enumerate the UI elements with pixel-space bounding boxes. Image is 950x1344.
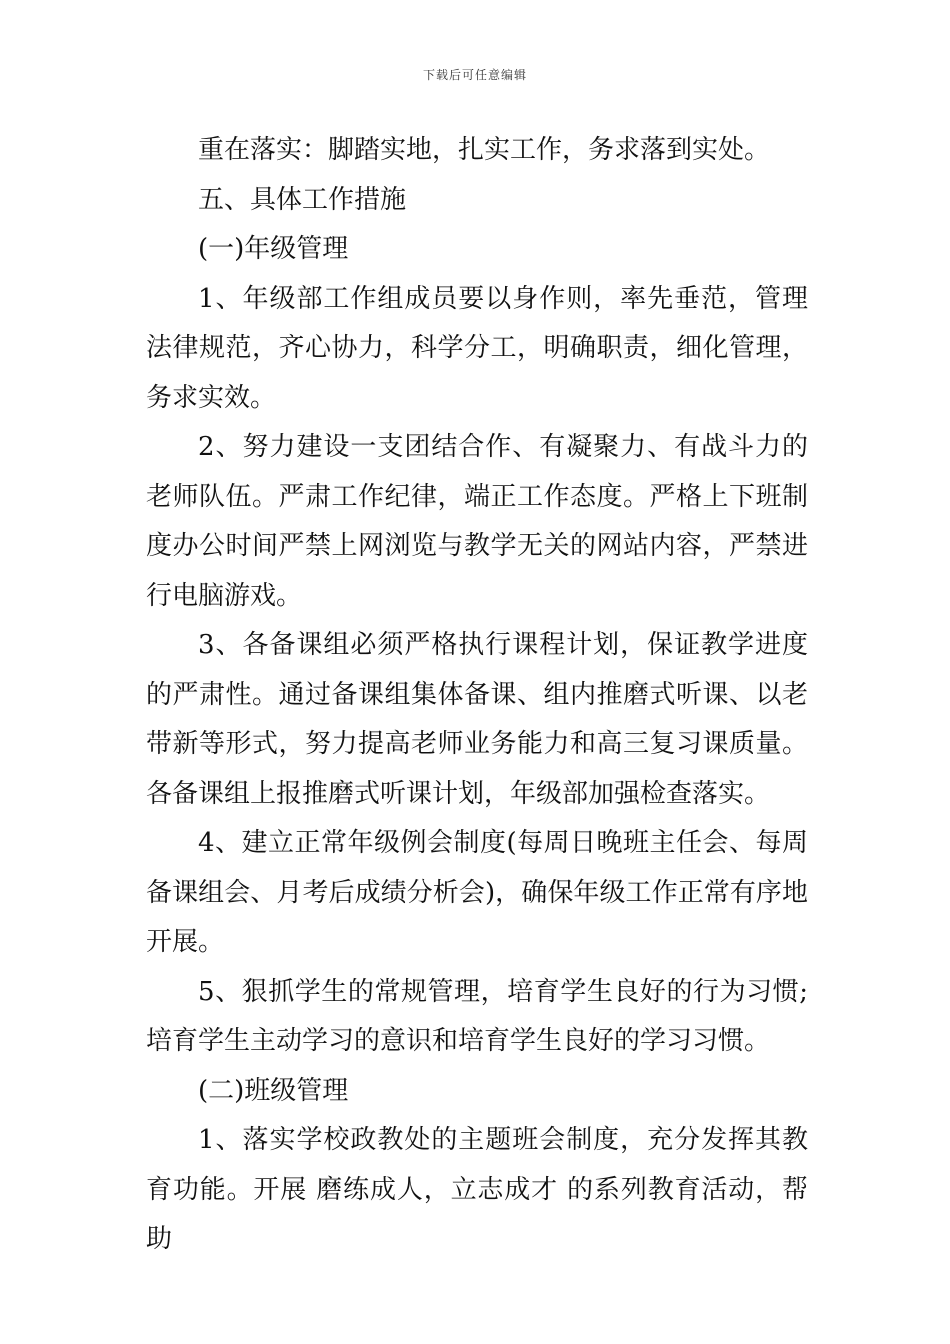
- paragraph-class-item-1: 1、落实学校政教处的主题班会制度，充分发挥其教育功能。开展 磨练成人，立志成才 的系列教育活动，帮助: [146, 1125, 808, 1254]
- section-heading-work-measures: 五、具体工作措施: [198, 184, 407, 215]
- paragraph-item-3: 3、各备课组必须严格执行课程计划，保证教学进度的严肃性。通过备课组集体备课、组内推磨式听课、以老带新等形式，努力提高老师业务能力和高三复习课质量。各备课组上报推磨式听课计划，年级部加强检查落实。: [146, 630, 808, 809]
- subsection-heading-grade-management: (一)年级管理: [198, 234, 349, 264]
- paragraph-item-1: 1、年级部工作组成员要以身作则，率先垂范，管理法律规范，齐心协力，科学分工，明确职责，细化管理，务求实效。: [146, 283, 808, 413]
- page-header-note: 下载后可任意编辑: [422, 68, 527, 82]
- document-body: [146, 126, 808, 1265]
- paragraph-item-2: 2、努力建设一支团结合作、有凝聚力、有战斗力的老师队伍。严肃工作纪律，端正工作态度。严格上下班制度办公时间严禁上网浏览与教学无关的网站内容，严禁进行电脑游戏。: [146, 432, 808, 611]
- paragraph-implementation: 重在落实：脚踏实地，扎实工作，务求落到实处。: [198, 135, 771, 165]
- paragraph-item-5: 5、狠抓学生的常规管理，培育学生良好的行为习惯;培育学生主动学习的意识和培育学生良好的学习习惯。: [146, 976, 808, 1056]
- subsection-heading-class-management: (二)班级管理: [198, 1075, 349, 1106]
- paragraph-item-4: 4、建立正常年级例会制度(每周日晚班主任会、每周备课组会、月考后成绩分析会)，确保年级工作正常有序地开展。: [146, 828, 808, 957]
